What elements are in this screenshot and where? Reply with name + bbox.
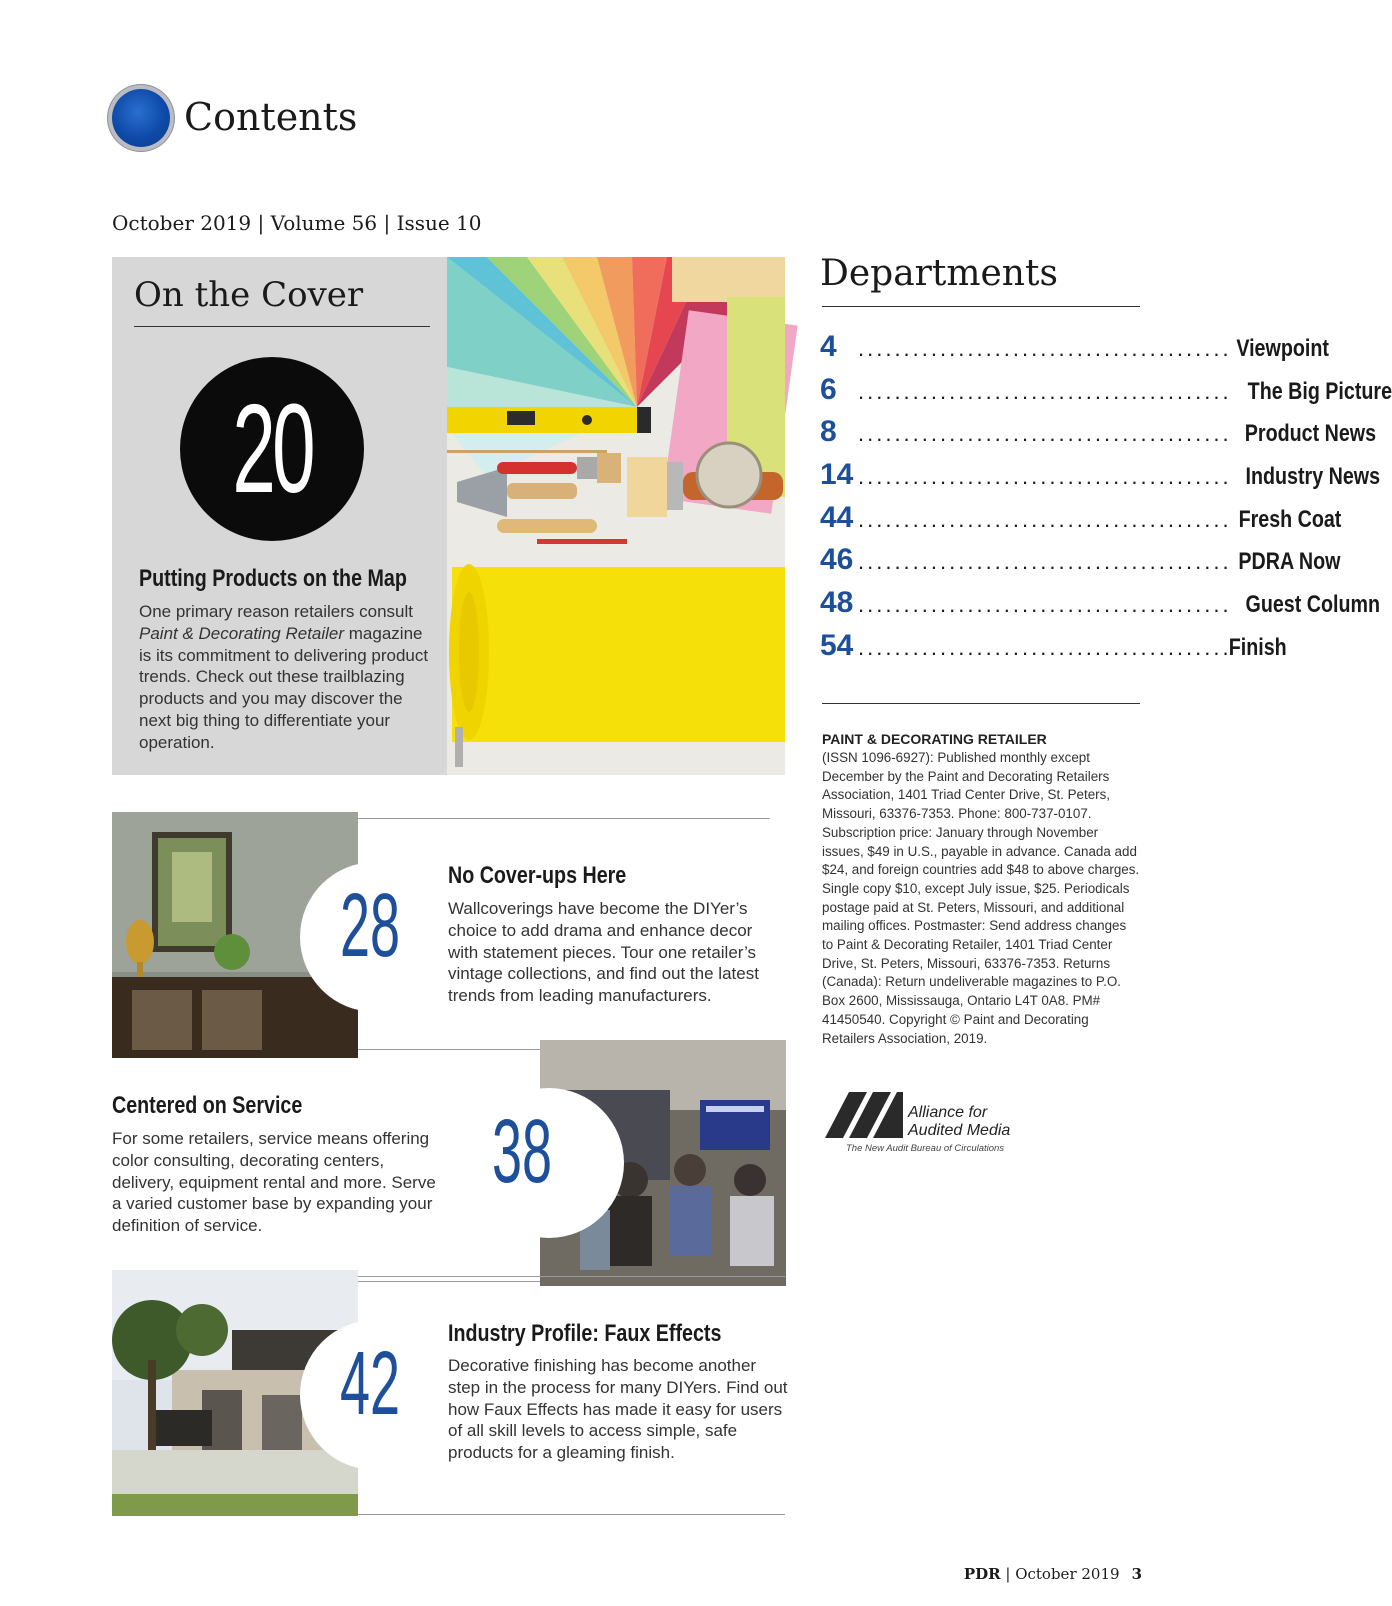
department-label: PDRA Now xyxy=(1238,548,1341,576)
department-label: The Big Picture xyxy=(1247,377,1392,405)
department-page: 48 xyxy=(820,586,854,620)
dot-leader: ......................................... xyxy=(858,336,1232,361)
cover-photo xyxy=(447,257,785,775)
departments-list xyxy=(820,330,1392,672)
cover-page-badge[interactable] xyxy=(180,357,364,541)
footer-date: October 2019 xyxy=(1015,1565,1120,1583)
department-page: 46 xyxy=(820,543,854,577)
cover-body-italic: Paint & Decorating Retailer xyxy=(139,623,345,643)
aam-name-line2: Audited Media xyxy=(908,1122,1011,1139)
feature-42-title[interactable]: Industry Profile: Faux Effects xyxy=(448,1320,722,1347)
aam-name-line1: Alliance for xyxy=(908,1104,988,1121)
cover-panel xyxy=(112,257,447,775)
dot-leader: ......................................... xyxy=(858,549,1232,575)
departments-divider xyxy=(822,306,1140,307)
feature-42-body: Decorative finishing has become another step in the process for many DIYers. Find out how Faux Effects has made it easy for users of all skill levels to access simple, safe products for a gleaming finish. xyxy=(448,1356,788,1463)
feature-42-page[interactable] xyxy=(310,1334,430,1434)
contents-logo-icon xyxy=(112,89,170,147)
department-item[interactable] xyxy=(820,586,1380,629)
department-label: Fresh Coat xyxy=(1238,505,1341,533)
page-footer: PDR | October 2019 3 xyxy=(963,1565,1142,1583)
feature-28-title[interactable]: No Cover-ups Here xyxy=(448,862,627,889)
department-label: Viewpoint xyxy=(1235,335,1329,362)
cover-heading: On the Cover xyxy=(134,275,364,315)
feature-38-body: For some retailers, service means offering color consulting, decorating centers, delivery, equipment rental and more. Serve a varied customer base by expanding your definition of service. xyxy=(112,1129,436,1236)
publication-title: PAINT & DECORATING RETAILER xyxy=(822,731,1047,747)
paint-tools-illustration xyxy=(447,257,785,775)
aam-subtitle: The New Audit Bureau of Circulations xyxy=(846,1143,1005,1154)
cover-body-text: One primary reason retailers consult xyxy=(139,602,414,621)
dot-leader: ......................................... xyxy=(858,464,1232,490)
feature-divider xyxy=(290,1276,785,1277)
page-number: 3 xyxy=(1131,1565,1142,1583)
feature-page-number: 28 xyxy=(339,876,401,976)
department-item[interactable] xyxy=(820,500,1341,544)
department-page: 6 xyxy=(820,372,837,406)
publication-info: (ISSN 1096-6927): Published monthly except December by the Paint and Decorating Retailers Association, 1401 Triad Center Drive, St. Peters, Missouri, 63376-7353. Phone: 800-737-0107. Subscription price: January through November issues, $49 in U.S., payable in advance. Canada add $24, and foreign countries add $48 to above charges. Single copy $10, except July issue, $25. Periodicals postage paid at St. Peters, Missouri, and additional mailing offices. Postmaster: Send address changes to Paint & Decorating Retailer, 1401 Triad Center Drive, St. Peters, Missouri, 63376-7353. Returns (Canada): Return undeliverable magazines to P.O. Box 2600, Mississauga, Ontario L4T 0A8. PM# 41450540. Copyright © Paint and Decorating Retailers Association, 2019. xyxy=(822,750,1140,1046)
cover-divider xyxy=(134,326,430,327)
issue-line: October 2019 | Volume 56 | Issue 10 xyxy=(112,211,482,235)
cover-page-number: 20 xyxy=(232,378,312,519)
cover-story-body xyxy=(139,601,429,754)
feature-38-title[interactable]: Centered on Service xyxy=(112,1092,303,1119)
page-title: Contents xyxy=(184,95,358,139)
feature-28-page[interactable] xyxy=(310,876,430,976)
department-item[interactable] xyxy=(820,458,1380,501)
dot-leader: ......................................... xyxy=(858,592,1232,618)
department-page: 44 xyxy=(820,500,854,534)
department-label: Industry News xyxy=(1245,463,1380,491)
department-item[interactable] xyxy=(820,372,1392,416)
department-page: 54 xyxy=(820,628,854,662)
footer-brand: PDR xyxy=(963,1565,1001,1583)
feature-38-page[interactable] xyxy=(462,1102,582,1202)
department-item[interactable] xyxy=(820,330,1329,373)
dot-leader: ......................................... xyxy=(858,378,1232,404)
dot-leader: ......................................... xyxy=(858,421,1232,447)
department-item[interactable] xyxy=(820,628,1287,672)
department-item[interactable] xyxy=(820,543,1341,586)
departments-bottom-divider xyxy=(822,703,1140,704)
feature-page-number: 42 xyxy=(339,1334,401,1434)
department-page: 4 xyxy=(820,330,837,363)
departments-heading: Departments xyxy=(820,253,1058,294)
dot-leader: ......................................... xyxy=(858,506,1232,532)
department-label: Product News xyxy=(1244,420,1376,448)
feature-28-body: Wallcoverings have become the DIYer’s choice to add drama and enhance decor with statement pieces. Tour one retailer’s vintage collections, and find out the latest trends from leading manufacturers. xyxy=(448,899,759,1006)
department-label: Finish xyxy=(1228,633,1287,661)
feature-page-number: 38 xyxy=(491,1102,553,1202)
feature-divider xyxy=(290,818,770,819)
cover-story-title[interactable]: Putting Products on the Map xyxy=(139,565,407,592)
cover-body-text-end: magazine is its commitment to delivering product trends. Check out these trailblazing products and you may discover the next big thing to differentiate your operation. xyxy=(139,623,429,752)
department-page: 14 xyxy=(820,458,854,492)
dot-leader: ......................................... xyxy=(858,634,1232,660)
department-page: 8 xyxy=(820,415,837,449)
department-item[interactable] xyxy=(820,415,1376,458)
department-label: Guest Column xyxy=(1245,591,1380,619)
